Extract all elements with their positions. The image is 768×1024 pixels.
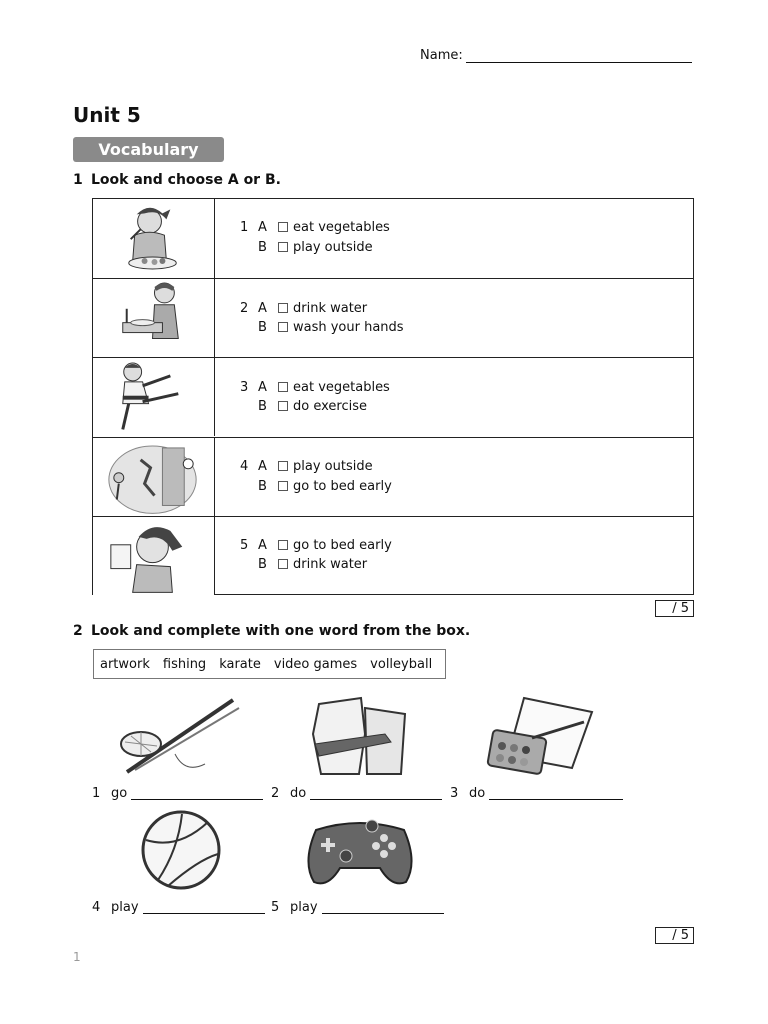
exercise1-option-a xyxy=(240,220,390,235)
exercise1-option-a xyxy=(240,538,392,553)
kids-playing-soccer-icon xyxy=(93,438,215,516)
option-b-text: go to bed early xyxy=(293,479,392,494)
paint-palette-icon xyxy=(484,694,596,778)
item-number: 3 xyxy=(450,786,459,801)
girl-doing-karate-icon xyxy=(93,358,215,436)
item-number: 2 xyxy=(240,301,249,316)
answer-blank[interactable] xyxy=(310,799,442,800)
exercise1-instruction xyxy=(73,172,281,188)
karate-uniform-icon xyxy=(305,694,415,778)
exercise1-option-b xyxy=(240,240,373,255)
unit-title: Unit 5 xyxy=(73,103,141,127)
option-letter-a: A xyxy=(258,220,267,235)
checkbox[interactable] xyxy=(278,242,288,252)
item-verb: play xyxy=(290,900,318,915)
checkbox[interactable] xyxy=(278,303,288,313)
item-number: 4 xyxy=(240,459,249,474)
option-b-text: drink water xyxy=(293,557,368,572)
answer-blank[interactable] xyxy=(322,913,444,914)
option-a-text: drink water xyxy=(293,301,368,316)
checkbox[interactable] xyxy=(278,322,288,332)
option-letter-b: B xyxy=(258,240,267,255)
checkbox[interactable] xyxy=(278,382,288,392)
exercise2-instruction xyxy=(73,623,470,639)
checkbox[interactable] xyxy=(278,401,288,411)
item-number: 4 xyxy=(92,900,101,915)
page-number: 1 xyxy=(73,950,81,964)
exercise1-option-a xyxy=(240,459,373,474)
exercise1-row xyxy=(93,437,693,516)
checkbox[interactable] xyxy=(278,222,288,232)
exercise2-item xyxy=(450,786,623,801)
exercise2-score: / 5 xyxy=(655,927,694,944)
option-letter-b: B xyxy=(258,399,267,414)
option-letter-a: A xyxy=(258,459,267,474)
word-box-item: video games xyxy=(273,656,358,672)
item-number: 5 xyxy=(271,900,280,915)
option-a-text: go to bed early xyxy=(293,538,392,553)
boy-washing-hands-icon xyxy=(93,279,215,357)
name-label: Name: xyxy=(420,48,463,63)
game-controller-icon xyxy=(302,812,418,888)
option-letter-a: A xyxy=(258,538,267,553)
exercise1-option-b xyxy=(240,479,392,494)
girl-eating-vegetables-icon xyxy=(93,199,215,278)
exercise1-option-b xyxy=(240,320,404,335)
volleyball-ball-icon xyxy=(138,810,224,890)
exercise2-item xyxy=(271,786,442,801)
item-verb: do xyxy=(469,786,486,801)
option-letter-b: B xyxy=(258,320,267,335)
exercise1-option-b xyxy=(240,399,367,414)
word-box-item: artwork xyxy=(100,656,150,672)
option-a-text: eat vegetables xyxy=(293,380,390,395)
exercise2-number: 2 xyxy=(73,623,83,639)
answer-blank[interactable] xyxy=(143,913,265,914)
item-number: 2 xyxy=(271,786,280,801)
checkbox[interactable] xyxy=(278,540,288,550)
item-number: 5 xyxy=(240,538,249,553)
exercise2-item xyxy=(92,786,263,801)
option-b-text: wash your hands xyxy=(293,320,404,335)
exercise1-number: 1 xyxy=(73,172,83,188)
word-box-item: karate xyxy=(219,656,261,672)
answer-blank[interactable] xyxy=(131,799,263,800)
option-a-text: play outside xyxy=(293,459,373,474)
item-verb: play xyxy=(111,900,139,915)
option-b-text: do exercise xyxy=(293,399,367,414)
item-verb: go xyxy=(111,786,128,801)
exercise1-row xyxy=(93,199,693,278)
exercise2-item xyxy=(92,900,265,915)
option-letter-b: B xyxy=(258,557,267,572)
option-a-text: eat vegetables xyxy=(293,220,390,235)
checkbox[interactable] xyxy=(278,481,288,491)
word-box-item: volleyball xyxy=(370,656,433,672)
checkbox[interactable] xyxy=(278,559,288,569)
answer-blank[interactable] xyxy=(489,799,623,800)
name-field[interactable] xyxy=(466,62,692,63)
item-verb: do xyxy=(290,786,307,801)
exercise1-table xyxy=(92,198,694,595)
item-number: 3 xyxy=(240,380,249,395)
option-b-text: play outside xyxy=(293,240,373,255)
exercise2-item xyxy=(271,900,444,915)
fishing-rod-net-icon xyxy=(115,694,245,778)
exercise1-score: / 5 xyxy=(655,600,694,617)
exercise1-row xyxy=(93,516,693,595)
exercise2-instruction-text: Look and complete with one word from the box. xyxy=(91,623,471,639)
exercise1-instruction-text: Look and choose A or B. xyxy=(91,172,281,188)
section-banner: Vocabulary xyxy=(73,137,224,162)
item-number: 1 xyxy=(240,220,249,235)
girl-drinking-water-icon xyxy=(93,517,215,595)
item-number: 1 xyxy=(92,786,101,801)
exercise1-row xyxy=(93,278,693,357)
word-box-item: fishing xyxy=(162,656,207,672)
exercise1-option-a xyxy=(240,380,390,395)
checkbox[interactable] xyxy=(278,461,288,471)
option-letter-a: A xyxy=(258,380,267,395)
option-letter-b: B xyxy=(258,479,267,494)
exercise1-option-a xyxy=(240,301,367,316)
exercise1-row xyxy=(93,357,693,436)
exercise1-option-b xyxy=(240,557,367,572)
option-letter-a: A xyxy=(258,301,267,316)
word-box xyxy=(93,649,446,679)
